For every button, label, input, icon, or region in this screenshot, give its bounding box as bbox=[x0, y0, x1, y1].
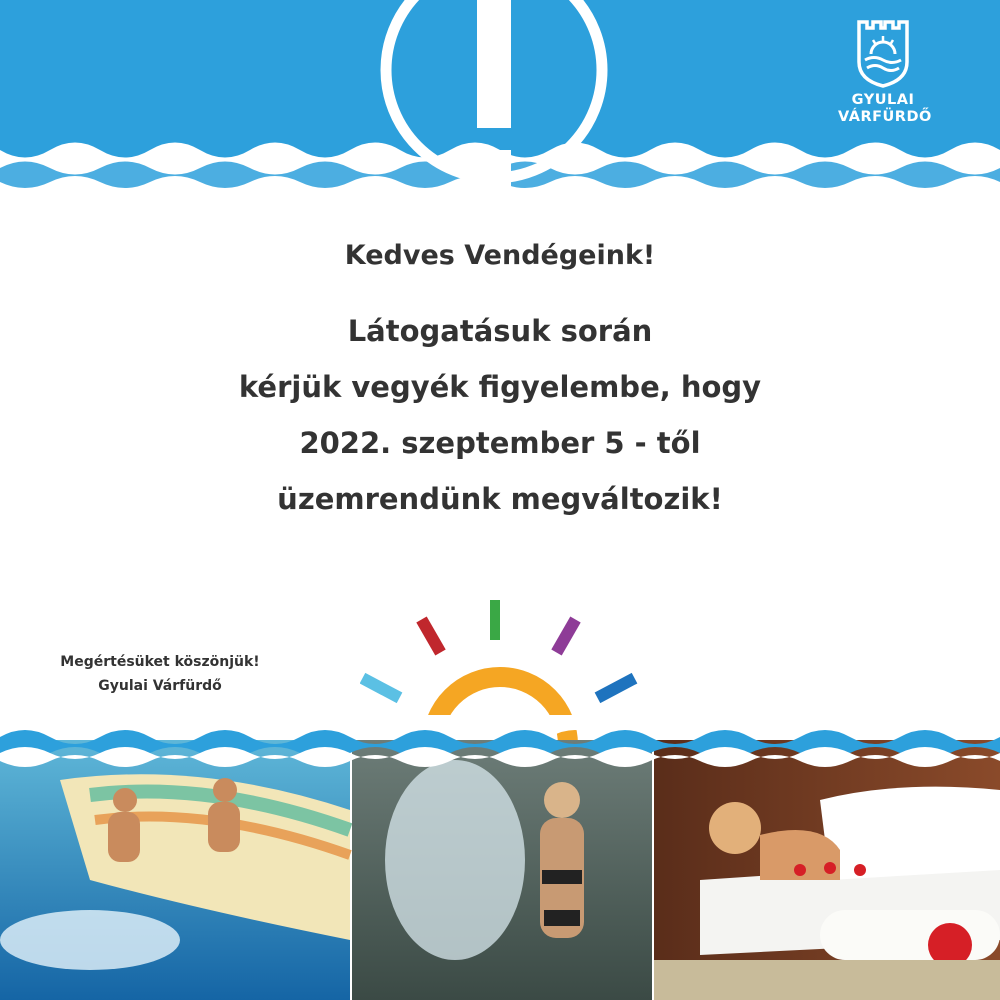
thanks-line-2: Gyulai Várfürdő bbox=[98, 678, 222, 694]
bottom-wave-band bbox=[0, 715, 1000, 775]
message-line-1: Látogatásuk során bbox=[347, 314, 653, 348]
water-splash-photo bbox=[352, 740, 652, 1000]
message-line-3: 2022. szeptember 5 - től bbox=[299, 426, 701, 460]
message-line-2: kérjük vegyék figyelembe, hogy bbox=[238, 370, 762, 404]
water-slide-photo bbox=[0, 740, 350, 1000]
message-line-4: üzemrendünk megváltozik! bbox=[277, 482, 723, 516]
gyulai-varfurdo-logo bbox=[838, 18, 932, 133]
castle-sun-waves-shield-icon bbox=[855, 18, 911, 88]
greeting-heading: Kedves Vendégeink! bbox=[344, 240, 656, 271]
photo-strip bbox=[0, 740, 1000, 1000]
brand-line-1: GYULAI bbox=[851, 92, 915, 108]
thanks-line-1: Megértésüket köszönjük! bbox=[60, 654, 260, 670]
thanks-note bbox=[20, 650, 300, 698]
brand-line-2: VÁRFÜRDŐ bbox=[838, 109, 932, 125]
notice-message bbox=[150, 240, 850, 527]
massage-photo bbox=[654, 740, 1000, 1000]
